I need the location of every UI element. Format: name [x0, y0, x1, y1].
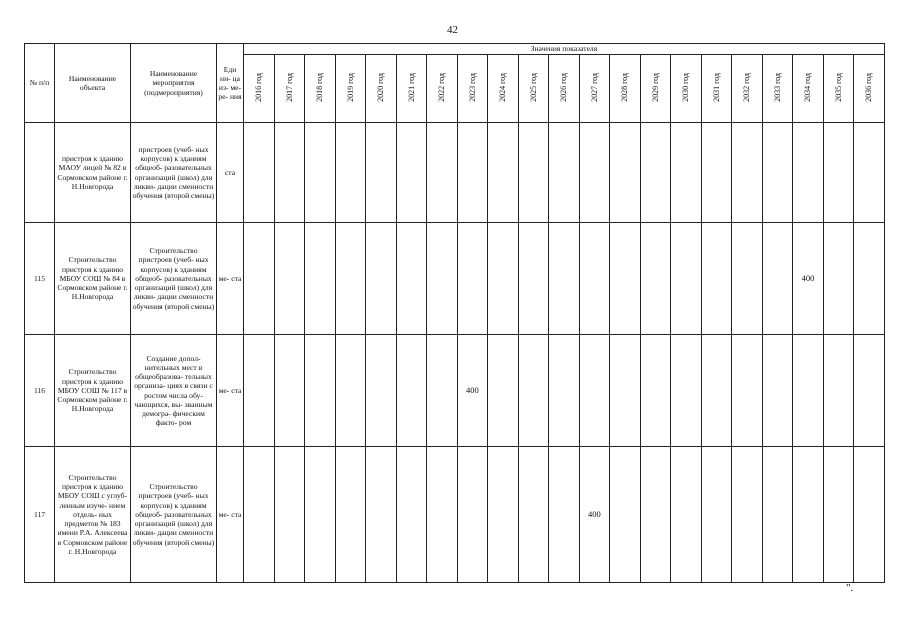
value-cell — [457, 223, 488, 335]
value-cell — [366, 223, 397, 335]
value-cell — [854, 335, 885, 447]
header-year — [671, 55, 702, 123]
value-cell — [549, 447, 580, 583]
value-cell — [396, 447, 427, 583]
year-label: 2033 год — [772, 72, 782, 102]
unit-cell: ме- ста — [217, 335, 244, 447]
table-row — [25, 223, 885, 335]
header-year — [579, 55, 610, 123]
value-cell — [671, 123, 702, 223]
value-cell — [396, 123, 427, 223]
year-label: 2030 год — [681, 72, 691, 102]
value-cell — [244, 447, 275, 583]
header-year — [823, 55, 854, 123]
value-cell — [732, 335, 763, 447]
value-cell: 400 — [579, 447, 610, 583]
value-cell — [305, 447, 336, 583]
value-cell — [457, 123, 488, 223]
header-year — [488, 55, 519, 123]
year-label: 2026 год — [559, 72, 569, 102]
value-cell — [518, 335, 549, 447]
year-label: 2034 год — [803, 72, 813, 102]
value-cell — [701, 223, 732, 335]
header-year — [732, 55, 763, 123]
year-label: 2028 год — [620, 72, 630, 102]
value-cell — [335, 447, 366, 583]
header-event: Наименование мероприятия (подмероприятия) — [131, 44, 217, 123]
page-number: 42 — [447, 24, 458, 36]
value-cell — [549, 123, 580, 223]
unit-cell: ме- ста — [217, 447, 244, 583]
value-cell — [305, 335, 336, 447]
value-cell — [488, 335, 519, 447]
header-row-top — [25, 44, 885, 55]
object-name: пристроя к зданию МАОУ лицей № 82 в Сормовском районе г. Н.Новгорода — [55, 123, 131, 223]
value-cell — [549, 223, 580, 335]
row-number: 117 — [25, 447, 55, 583]
closing-quote-mark: ". — [846, 582, 854, 594]
value-cell — [366, 123, 397, 223]
year-label: 2031 год — [711, 72, 721, 102]
event-name: Создание допол- нительных мест в общеобразова- тельных организа- циях в связи с ростом числа обу- чающихся, вы- званным демогра- фическим факто- ром — [131, 335, 217, 447]
header-year — [793, 55, 824, 123]
year-label: 2021 год — [406, 72, 416, 102]
value-cell — [457, 447, 488, 583]
value-cell — [732, 447, 763, 583]
row-number: 116 — [25, 335, 55, 447]
year-label: 2027 год — [589, 72, 599, 102]
value-cell — [610, 447, 641, 583]
value-cell — [488, 223, 519, 335]
value-cell — [640, 223, 671, 335]
value-cell — [549, 335, 580, 447]
object-name: Строительство пристроя к зданию МБОУ СОШ № 117 в Сормовском районе г. Н.Новгорода — [55, 335, 131, 447]
value-cell — [610, 335, 641, 447]
header-object: Наименование объекта — [55, 44, 131, 123]
header-year — [549, 55, 580, 123]
table-body — [25, 123, 885, 583]
value-cell — [854, 223, 885, 335]
event-name: Строительство пристроев (учеб- ных корпусов) к зданиям общеоб- разовательных организаций (школ) для ликви- дации сменности обучения (второй смены) — [131, 223, 217, 335]
value-cell — [854, 123, 885, 223]
value-cell — [274, 335, 305, 447]
value-cell — [793, 335, 824, 447]
header-year — [518, 55, 549, 123]
value-cell — [701, 123, 732, 223]
value-cell — [701, 335, 732, 447]
row-number: 115 — [25, 223, 55, 335]
header-num: № п/п — [25, 44, 55, 123]
value-cell — [244, 223, 275, 335]
unit-cell: ме- ста — [217, 223, 244, 335]
value-cell — [244, 123, 275, 223]
value-cell — [823, 335, 854, 447]
object-name: Строительство пристроя к зданию МБОУ СОШ с углуб- ленным изуче- нием отдель- ных предметов № 183 имени Р.А. Алексеева в Сормовском районе г. Н.Новгорода — [55, 447, 131, 583]
value-cell — [274, 447, 305, 583]
value-cell — [793, 123, 824, 223]
value-cell — [366, 447, 397, 583]
value-cell — [793, 447, 824, 583]
header-year — [762, 55, 793, 123]
header-year — [396, 55, 427, 123]
year-label: 2035 год — [833, 72, 843, 102]
value-cell — [335, 123, 366, 223]
table-row — [25, 123, 885, 223]
value-cell — [518, 447, 549, 583]
value-cell — [823, 223, 854, 335]
table-row — [25, 447, 885, 583]
year-label: 2036 год — [864, 72, 874, 102]
header-unit: Еди ни- ца из- ме- ре- ния — [217, 44, 244, 123]
value-cell — [823, 447, 854, 583]
unit-cell: ста — [217, 123, 244, 223]
object-name: Строительство пристроя к зданию МБОУ СОШ № 84 в Сормовском районе г. Н.Новгорода — [55, 223, 131, 335]
year-label: 2022 год — [437, 72, 447, 102]
value-cell — [396, 335, 427, 447]
year-label: 2024 год — [498, 72, 508, 102]
header-year — [335, 55, 366, 123]
value-cell — [396, 223, 427, 335]
value-cell — [518, 223, 549, 335]
value-cell — [610, 223, 641, 335]
year-label: 2023 год — [467, 72, 477, 102]
header-year — [244, 55, 275, 123]
year-label: 2017 год — [284, 72, 294, 102]
value-cell — [579, 335, 610, 447]
value-cell — [335, 335, 366, 447]
value-cell — [579, 223, 610, 335]
value-cell: 400 — [457, 335, 488, 447]
value-cell — [671, 223, 702, 335]
header-year — [305, 55, 336, 123]
value-cell — [579, 123, 610, 223]
value-cell — [366, 335, 397, 447]
header-year — [640, 55, 671, 123]
year-label: 2029 год — [650, 72, 660, 102]
value-cell: 400 — [793, 223, 824, 335]
value-cell — [823, 123, 854, 223]
value-cell — [305, 123, 336, 223]
year-label: 2025 год — [528, 72, 538, 102]
value-cell — [701, 447, 732, 583]
value-cell — [640, 447, 671, 583]
header-year — [366, 55, 397, 123]
value-cell — [762, 335, 793, 447]
year-label: 2032 год — [742, 72, 752, 102]
header-year — [274, 55, 305, 123]
value-cell — [518, 123, 549, 223]
value-cell — [854, 447, 885, 583]
value-cell — [640, 123, 671, 223]
header-year — [854, 55, 885, 123]
value-cell — [762, 223, 793, 335]
table-row — [25, 335, 885, 447]
value-cell — [244, 335, 275, 447]
value-cell — [335, 223, 366, 335]
value-cell — [671, 335, 702, 447]
header-year — [701, 55, 732, 123]
value-cell — [488, 123, 519, 223]
header-year — [457, 55, 488, 123]
row-number — [25, 123, 55, 223]
value-cell — [274, 123, 305, 223]
value-cell — [427, 335, 458, 447]
indicator-table — [24, 43, 885, 583]
event-name: Строительство пристроев (учеб- ных корпусов) к зданиям общеоб- разовательных организаций (школ) для ликви- дации сменности обучения (второй смены) — [131, 447, 217, 583]
year-label: 2020 год — [376, 72, 386, 102]
year-label: 2016 год — [254, 72, 264, 102]
value-cell — [762, 123, 793, 223]
value-cell — [274, 223, 305, 335]
header-year — [427, 55, 458, 123]
header-values: Значения показателя — [244, 44, 885, 55]
year-label: 2019 год — [345, 72, 355, 102]
value-cell — [732, 123, 763, 223]
value-cell — [610, 123, 641, 223]
value-cell — [732, 223, 763, 335]
header-year — [610, 55, 641, 123]
year-label: 2018 год — [315, 72, 325, 102]
value-cell — [488, 447, 519, 583]
value-cell — [427, 447, 458, 583]
value-cell — [427, 123, 458, 223]
value-cell — [427, 223, 458, 335]
value-cell — [671, 447, 702, 583]
event-name: пристроев (учеб- ных корпусов) к зданиям общеоб- разовательных организаций (школ) для ликви- дации сменности обучения (второй смены) — [131, 123, 217, 223]
value-cell — [640, 335, 671, 447]
value-cell — [762, 447, 793, 583]
value-cell — [305, 223, 336, 335]
